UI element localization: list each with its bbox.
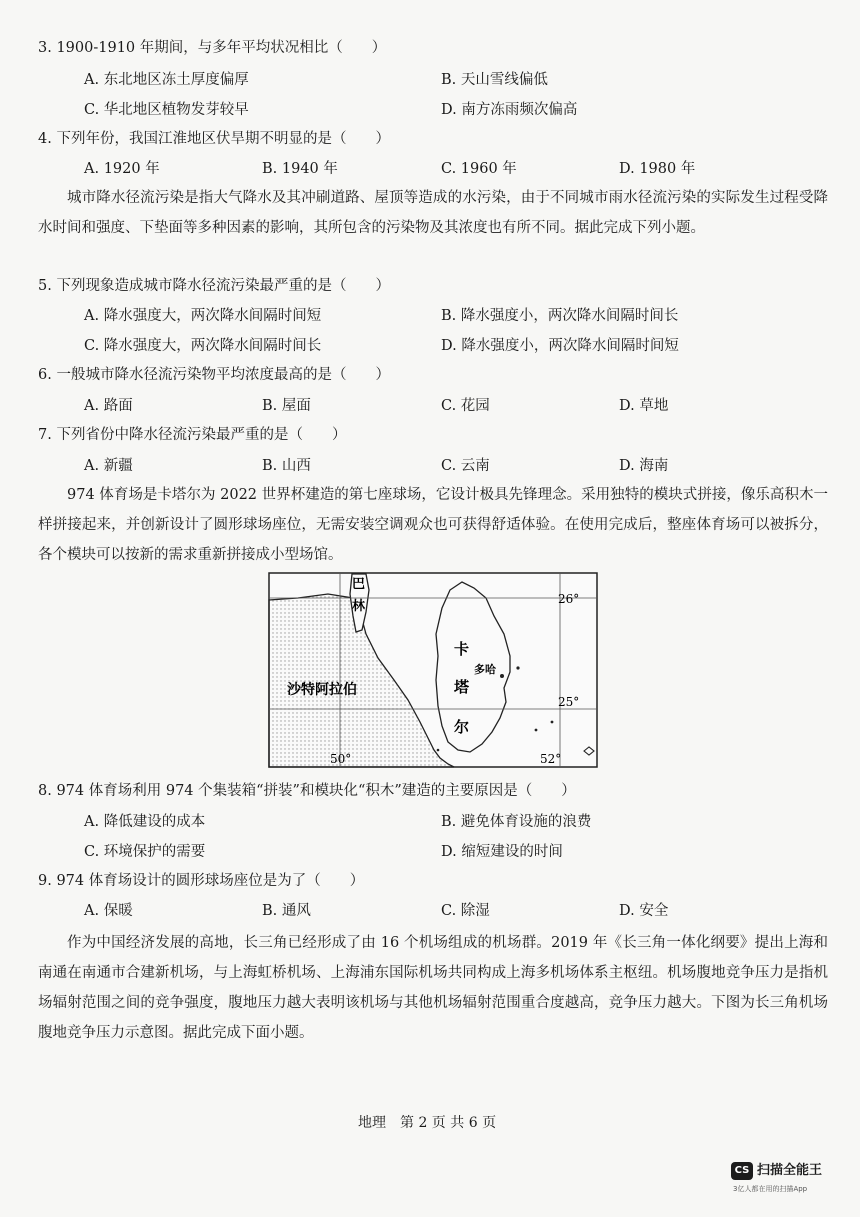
islet: [516, 666, 519, 669]
question-5-option-b: B. 降水强度小，两次降水间隔时间长: [441, 308, 679, 324]
question-5-stem: 5. 下列现象造成城市降水径流污染最严重的是（ ）: [38, 278, 390, 294]
question-4-stem: 4. 下列年份，我国江淮地区伏旱期不明显的是（ ）: [38, 131, 390, 147]
question-3-option-b: B. 天山雪线偏低: [441, 72, 548, 88]
qatar-map-figure: [268, 572, 598, 768]
question-4-option-b: B. 1940 年: [262, 161, 338, 177]
question-9-option-a: A. 保暖: [84, 903, 133, 919]
question-7-option-c: C. 云南: [441, 458, 490, 474]
question-5-option-a: A. 降水强度大，两次降水间隔时间短: [84, 308, 322, 324]
doha-marker: [500, 674, 504, 678]
question-9-stem: 9. 974 体育场设计的圆形球场座位是为了（ ）: [38, 873, 365, 889]
question-3-option-c: C. 华北地区植物发芽较早: [84, 102, 249, 118]
question-4-option-a: A. 1920 年: [84, 161, 160, 177]
question-9-option-d: D. 安全: [619, 903, 669, 919]
scanner-app-name: 扫描全能王: [757, 1163, 823, 1178]
question-3-option-d: D. 南方冻雨频次偏高: [441, 102, 578, 118]
scanner-tagline: 3亿人都在用的扫描App: [733, 1185, 808, 1193]
islet: [437, 749, 440, 752]
label-lon-52: 52°: [540, 752, 562, 766]
islet: [551, 721, 554, 724]
label-lon-50: 50°: [330, 752, 352, 766]
question-8-option-a: A. 降低建设的成本: [84, 814, 206, 830]
question-3-option-a: A. 东北地区冻土厚度偏厚: [84, 72, 249, 88]
question-5-option-d: D. 降水强度小，两次降水间隔时间短: [441, 338, 679, 354]
question-8-option-d: D. 缩短建设的时间: [441, 844, 563, 860]
label-lat-25: 25°: [558, 695, 580, 709]
label-qatar-2: 塔: [454, 678, 470, 696]
passage-yangtze-airports: 作为中国经济发展的高地，长三角已经形成了由 16 个机场组成的机场群。2019 年《长三角一体化纲要》提出上海和南通在南通市合建新机场，与上海虹桥机场、上海浦东国际机场共同构成上海多机场体系主枢纽。机场腹地竞争压力是指机场辐射范围之间的竞争强度，腹地压力越大表明该机场与其他机场辐射范围重合度越高，竞争压力越大。下图为长三角机场腹地竞争压力示意图。据此完成下面小题。: [38, 935, 828, 1041]
passage-stadium-974: 974 体育场是卡塔尔为 2022 世界杯建造的第七座球场，它设计极具先锋理念。采用独特的模块式拼接，像乐高积木一样拼接起来，并创新设计了圆形球场座位，无需安装空调观众也可获得舒适体验。在使用完成后，整座体育场可以被拆分，各个模块可以按新的需求重新拼接成小型场馆。: [38, 487, 828, 563]
label-bahrain-1: 巴: [352, 577, 366, 592]
question-4-option-c: C. 1960 年: [441, 161, 517, 177]
question-7-stem: 7. 下列省份中降水径流污染最严重的是（ ）: [38, 427, 347, 443]
page-footer: 地理 第 2 页 共 6 页: [358, 1115, 497, 1131]
question-7-option-b: B. 山西: [262, 458, 311, 474]
question-5-option-c: C. 降水强度大，两次降水间隔时间长: [84, 338, 322, 354]
islet: [535, 729, 538, 732]
question-6-stem: 6. 一般城市降水径流污染物平均浓度最高的是（ ）: [38, 367, 390, 383]
label-qatar-1: 卡: [454, 640, 470, 658]
question-3-stem: 3. 1900-1910 年期间，与多年平均状况相比（ ）: [38, 40, 387, 56]
question-8-option-c: C. 环境保护的需要: [84, 844, 206, 860]
question-9-option-c: C. 除湿: [441, 903, 490, 919]
question-8-option-b: B. 避免体育设施的浪费: [441, 814, 592, 830]
question-7-option-d: D. 海南: [619, 458, 669, 474]
question-6-option-b: B. 屋面: [262, 398, 311, 414]
question-4-option-d: D. 1980 年: [619, 161, 696, 177]
question-9-option-b: B. 通风: [262, 903, 311, 919]
question-6-option-a: A. 路面: [84, 398, 133, 414]
qatar-map: [268, 572, 598, 768]
question-8-stem: 8. 974 体育场利用 974 个集装箱“拼装”和模块化“积木”建造的主要原因是（ ）: [38, 783, 576, 799]
label-qatar-3: 尔: [454, 718, 470, 736]
question-6-option-d: D. 草地: [619, 398, 669, 414]
scanner-watermark: [731, 1162, 841, 1198]
question-7-option-a: A. 新疆: [84, 458, 133, 474]
camscanner-icon: CS: [731, 1162, 753, 1180]
label-doha: 多哈: [474, 663, 496, 676]
passage-runoff-pollution: 城市降水径流污染是指大气降水及其冲刷道路、屋顶等造成的水污染，由于不同城市雨水径流污染的实际发生过程受降水时间和强度、下垫面等多种因素的影响，其所包含的污染物及其浓度也有所不同。据此完成下列小题。: [38, 190, 828, 236]
label-bahrain-2: 林: [352, 599, 366, 614]
question-6-option-c: C. 花园: [441, 398, 490, 414]
label-saudi-arabia: 沙特阿拉伯: [287, 682, 357, 698]
label-lat-26: 26°: [558, 592, 580, 606]
